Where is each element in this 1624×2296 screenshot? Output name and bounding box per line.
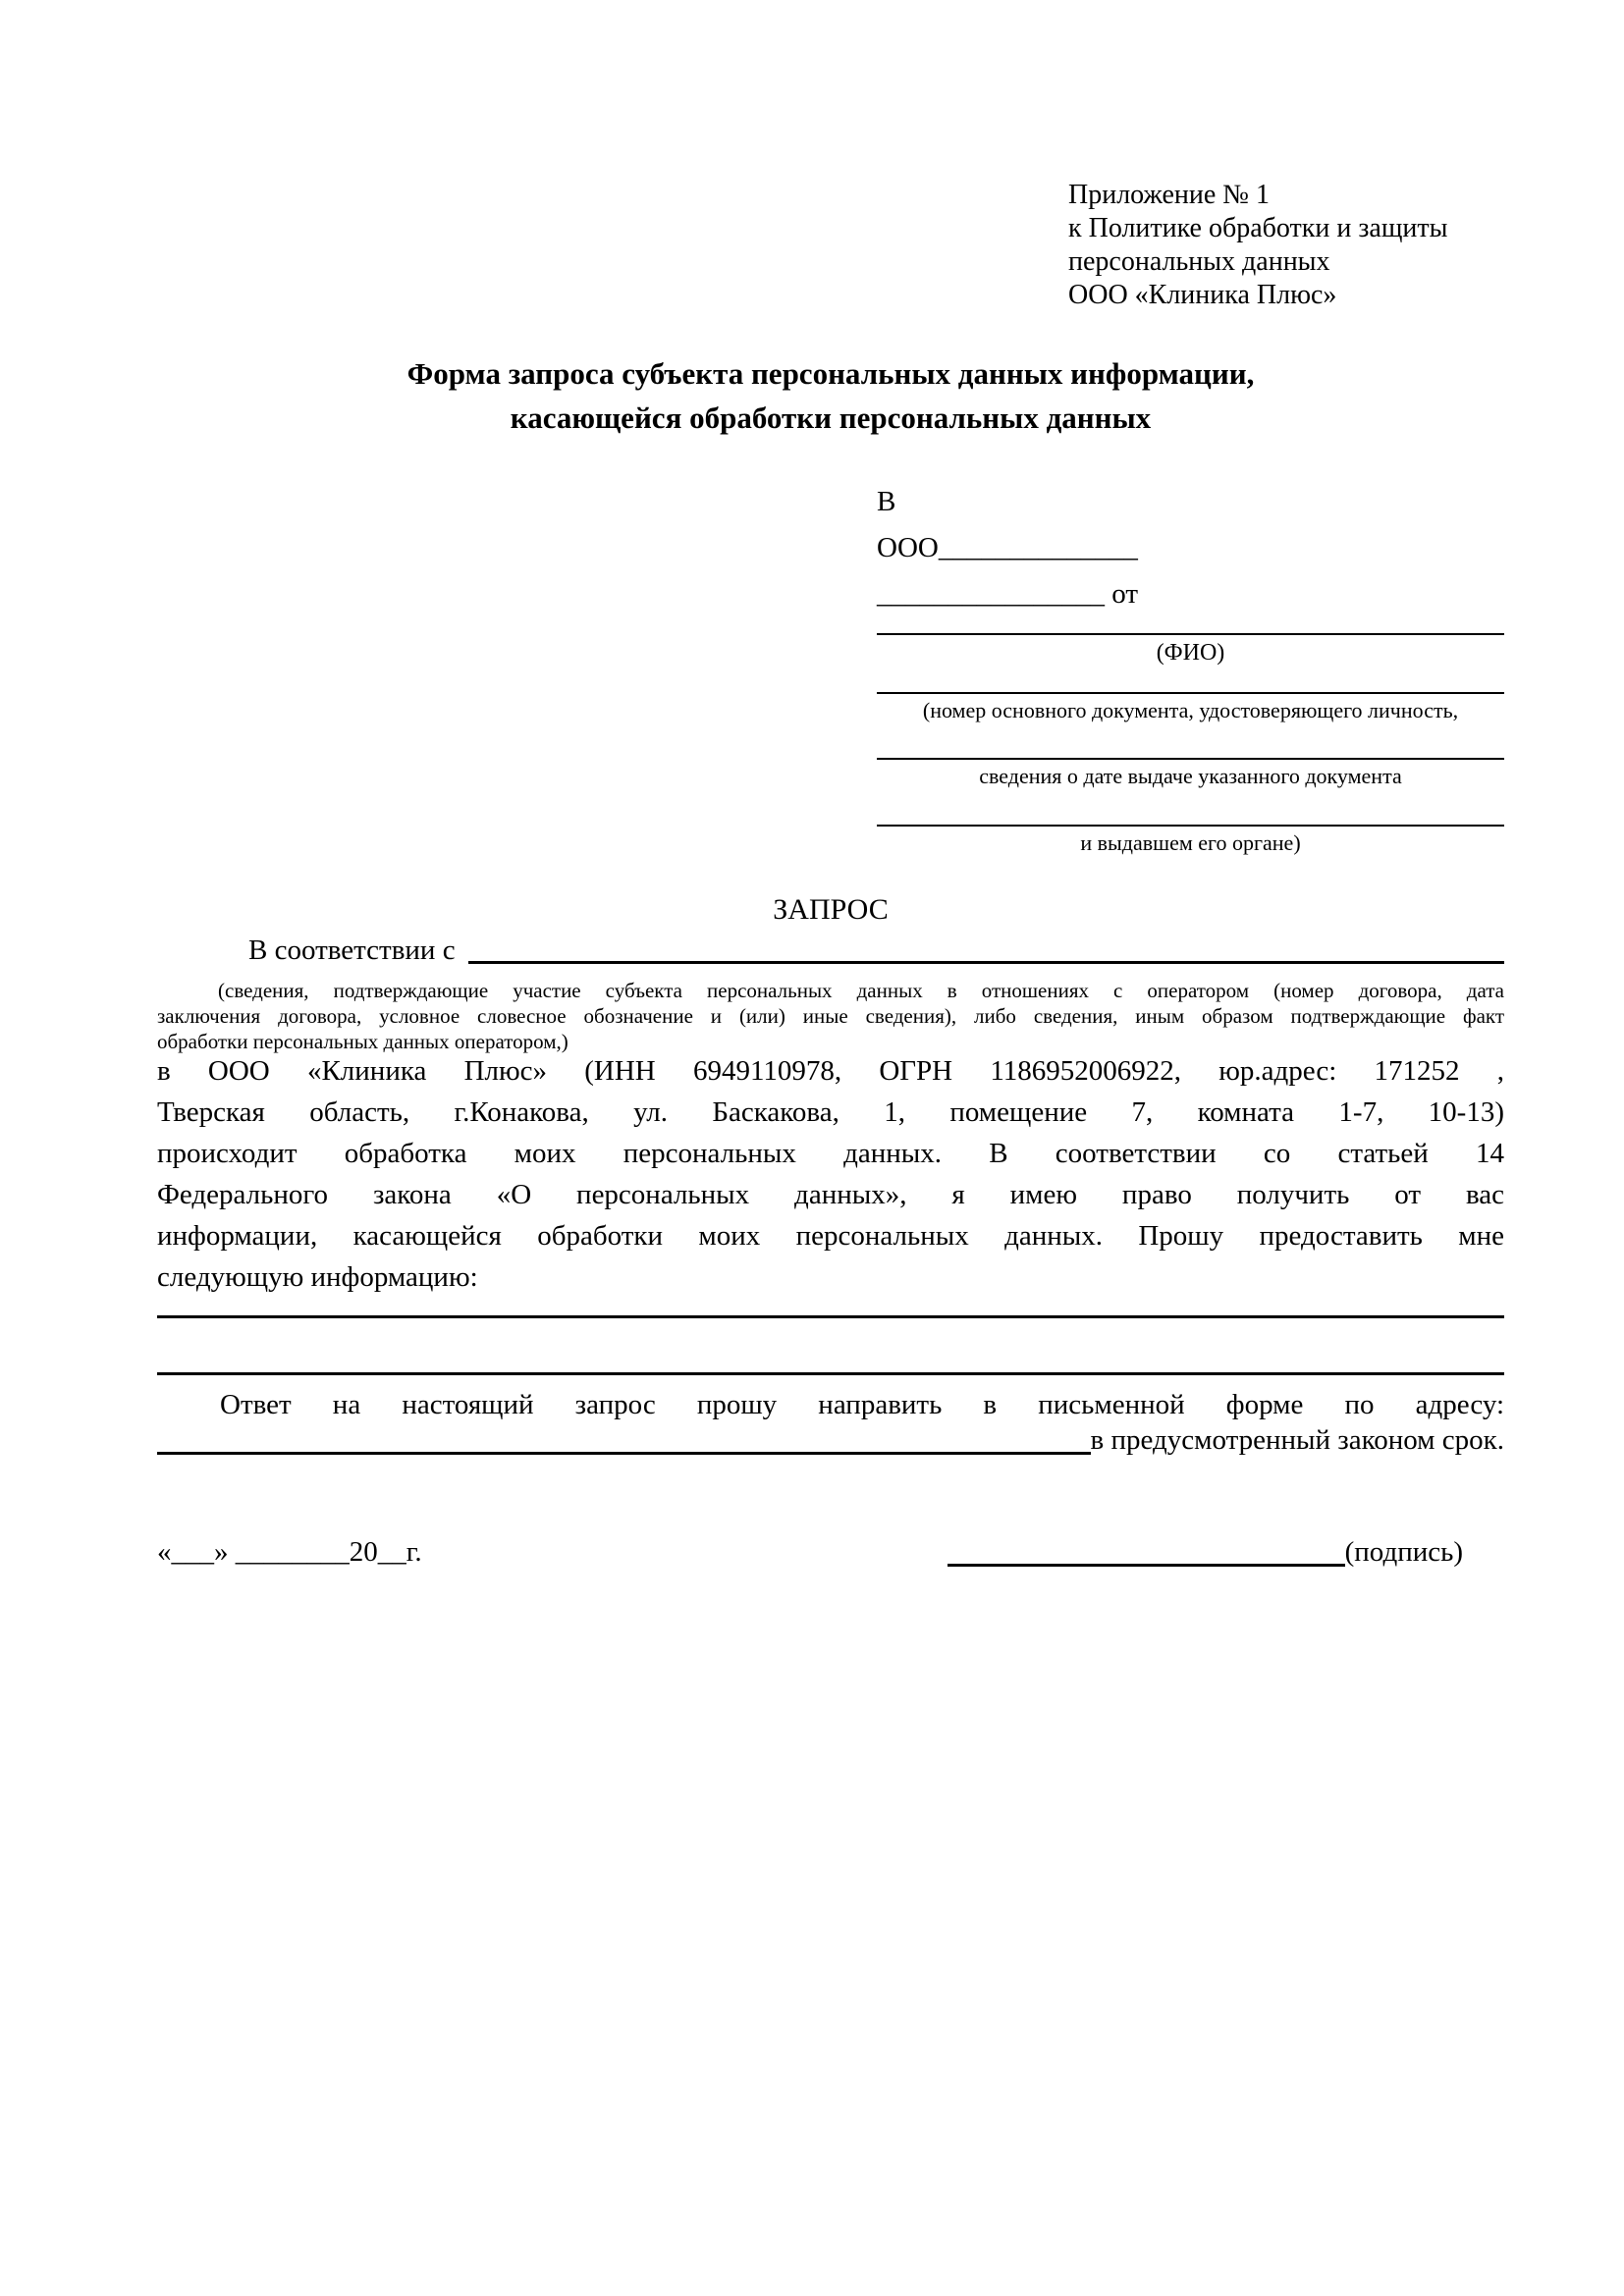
signature-line — [947, 1564, 1345, 1567]
request-body-line: в ООО «Клиника Плюс» (ИНН 6949110978, ОГРН 1186952006922, юр.адрес: 171252 , — [157, 1055, 1504, 1087]
request-body-line: информации, касающейся обработки моих персональных данных. Прошу предоставить мне — [157, 1220, 1504, 1252]
request-body-line: следующую информацию: — [157, 1261, 478, 1293]
addressee-from-blank: ________________ от — [877, 578, 1139, 610]
request-body-line: Тверская область, г.Конакова, ул. Баскакова, 1, помещение 7, комната 1-7, 10-13) — [157, 1096, 1504, 1128]
fine-print-line: обработки персональных данных оператором,) — [157, 1030, 568, 1053]
doc-number-caption: (номер основного документа, удостоверяющего личность, — [922, 698, 1459, 722]
fine-print-line: заключения договора, условное словесное обозначение и (или) иные сведения), либо сведения, иным образом подтверждающие факт — [157, 1004, 1504, 1028]
write-in-line-doc-issuer — [877, 789, 1504, 827]
request-body-line: Федерального закона «О персональных данных», я имею право получить от вас — [157, 1179, 1504, 1210]
accordance-prefix: В соответствии с — [248, 934, 462, 966]
write-in-line-info-2 — [157, 1372, 1504, 1375]
document-title-line: касающейся обработки персональных данных — [510, 400, 1152, 435]
appendix-line: к Политике обработки и защиты — [1068, 213, 1448, 243]
reply-line: Ответ на настоящий запрос прошу направить в письменной форме по адресу: — [220, 1389, 1504, 1420]
write-in-line-fio — [877, 617, 1504, 635]
write-in-line-basis — [468, 961, 1504, 964]
appendix-line: Приложение № 1 — [1068, 180, 1270, 210]
write-in-line-doc-issue-date — [877, 723, 1504, 760]
write-in-line-doc-number — [877, 667, 1504, 694]
date-blank: «___» ________20__г. — [157, 1536, 422, 1568]
doc-issue-date-caption: сведения о дате выдаче указанного документа — [979, 764, 1402, 788]
accordance-row — [157, 931, 1504, 970]
reply-address-row — [157, 1419, 1504, 1461]
addressee-to: В — [877, 486, 896, 517]
fine-print-note — [157, 978, 1504, 1054]
fio-caption: (ФИО) — [1156, 640, 1225, 666]
document-title-line: Форма запроса субъекта персональных данных информации, — [406, 356, 1255, 391]
appendix-block — [1068, 179, 1447, 312]
document-title — [157, 351, 1504, 440]
date-signature-row — [157, 1531, 1463, 1573]
doc-issuer-caption: и выдавшем его органе) — [1080, 830, 1301, 855]
request-body — [157, 1050, 1504, 1298]
fine-print-line: (сведения, подтверждающие участие субъекта персональных данных в отношениях с оператором (номер договора, дата — [218, 979, 1504, 1002]
write-in-line-address — [157, 1452, 1091, 1455]
request-heading: ЗАПРОС — [773, 893, 889, 926]
write-in-line-info-1 — [157, 1315, 1504, 1318]
signature-group — [947, 1531, 1463, 1573]
addressee-block — [877, 479, 1504, 856]
appendix-line: ООО «Клиника Плюс» — [1068, 280, 1337, 310]
reply-suffix: в предусмотренный законом срок. — [1090, 1424, 1504, 1456]
appendix-line: персональных данных — [1068, 246, 1330, 277]
request-body-line: происходит обработка моих персональных данных. В соответствии со статьей 14 — [157, 1138, 1504, 1169]
signature-caption: (подпись) — [1344, 1536, 1463, 1568]
addressee-ooo-blank: ООО______________ — [877, 532, 1138, 563]
